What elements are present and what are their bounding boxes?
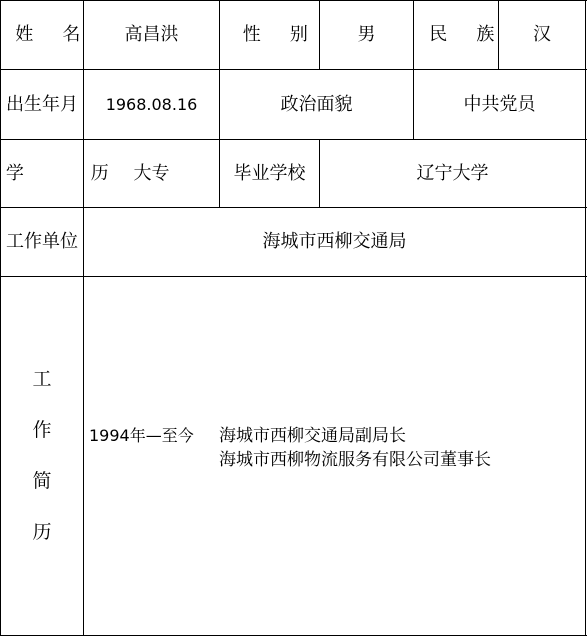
political-value: 中共党员 bbox=[463, 93, 536, 115]
name-value: 高昌洪 bbox=[124, 24, 179, 45]
political-label: 政治面貌 bbox=[280, 93, 353, 115]
birth-value: 1968.08.16 bbox=[105, 94, 198, 114]
workplace-label: 工作单位 bbox=[6, 231, 78, 252]
ethnicity-label: 民 族 bbox=[429, 24, 507, 45]
resume-label bbox=[1, 277, 83, 635]
education-label: 学 历 bbox=[5, 162, 140, 184]
resume-label-char: 历 bbox=[32, 521, 52, 543]
resume-label-char: 工 bbox=[32, 368, 52, 390]
resume-content bbox=[89, 424, 574, 472]
resume-entry: 海城市西柳物流服务有限公司董事长 bbox=[219, 450, 491, 470]
education-value: 大专 bbox=[133, 162, 170, 184]
birth-label: 出生年月 bbox=[6, 93, 78, 115]
row-divider bbox=[0, 276, 587, 277]
ethnicity-value: 汉 bbox=[533, 24, 551, 45]
resume-label-char: 作 bbox=[32, 419, 52, 441]
resume-period: 1994年—至今 bbox=[89, 426, 194, 445]
workplace-value: 海城市西柳交通局 bbox=[262, 231, 407, 252]
resume-entry-row bbox=[89, 424, 574, 448]
resume-entry-row bbox=[89, 448, 574, 472]
gender-value: 男 bbox=[357, 24, 376, 45]
school-value: 辽宁大学 bbox=[416, 162, 489, 184]
name-label: 姓 名 bbox=[15, 24, 93, 45]
gender-label: 性 别 bbox=[242, 24, 320, 45]
resume-entry: 海城市西柳交通局副局长 bbox=[219, 426, 406, 446]
school-label: 毕业学校 bbox=[233, 162, 306, 184]
table-border-right bbox=[585, 0, 586, 636]
resume-label-char: 简 bbox=[32, 470, 52, 492]
